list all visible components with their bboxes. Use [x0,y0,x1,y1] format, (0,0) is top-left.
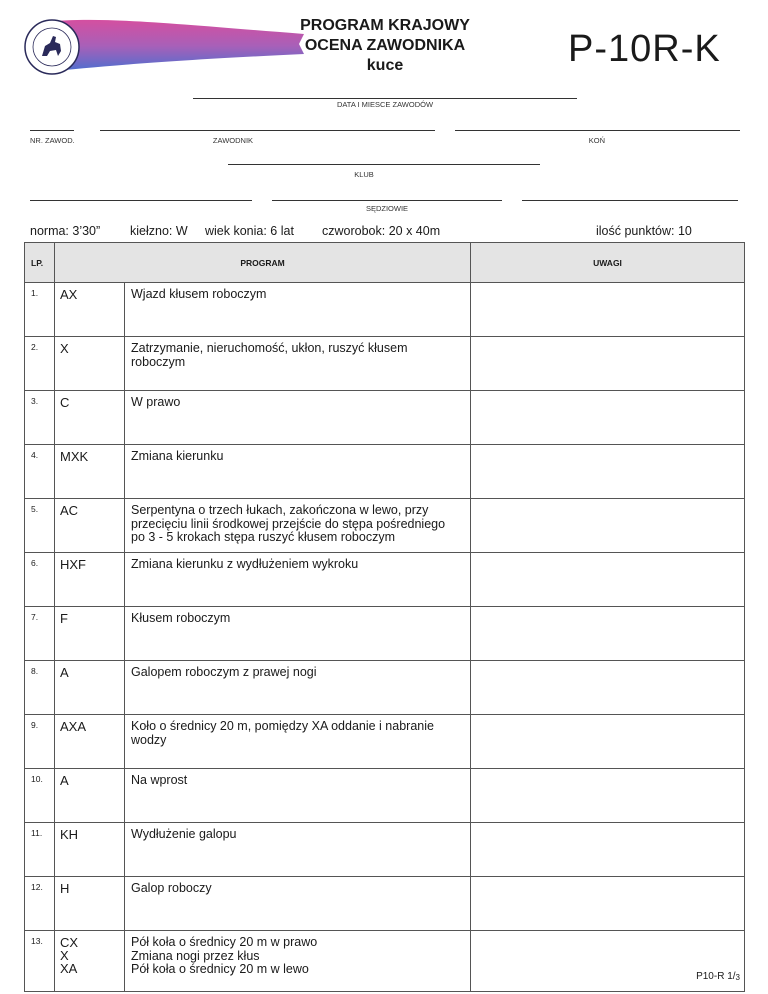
table-row [25,553,745,607]
table-row [25,931,745,992]
row-description: Wjazd kłusem roboczym [125,283,471,337]
row-movement: HXF [55,553,125,607]
lp-header: LP. [25,243,55,283]
row-movement: A [55,769,125,823]
rider-line[interactable] [100,130,435,131]
row-remarks-cell[interactable] [471,445,745,499]
row-description: Zmiana kierunku z wydłużeniem wykroku [125,553,471,607]
table-row [25,823,745,877]
row-description: Serpentyna o trzech łukach, zakończona w lewo, przy przecięciu linii środkowej przejście do stępa pośredniego po 3 - 5 krokach stępa ruszyć kłusem roboczym [125,499,471,553]
row-movement: C [55,391,125,445]
row-number: 3. [25,391,55,445]
points-count: ilość punktów: 10 [596,224,692,238]
remarks-header: UWAGI [471,243,745,283]
row-number: 6. [25,553,55,607]
table-row [25,877,745,931]
row-remarks-cell[interactable] [471,661,745,715]
row-remarks-cell[interactable] [471,877,745,931]
row-remarks-cell[interactable] [471,499,745,553]
page-total: 3 [735,973,740,982]
row-description: Galopem roboczym z prawej nogi [125,661,471,715]
row-remarks-cell[interactable] [471,715,745,769]
row-description: Zmiana kierunku [125,445,471,499]
club-caption: KLUB [354,170,374,179]
row-movement: A [55,661,125,715]
table-row [25,337,745,391]
row-movement: CX X XA [55,931,125,992]
table-row [25,445,745,499]
title-line-1: PROGRAM KRAJOWY [300,17,470,34]
row-movement: X [55,337,125,391]
row-number: 1. [25,283,55,337]
document-code: P-10R-K [568,28,721,70]
club-line[interactable] [228,164,540,165]
row-remarks-cell[interactable] [471,931,745,992]
table-row [25,769,745,823]
row-description: Na wprost [125,769,471,823]
row-number: 11. [25,823,55,877]
table-header-row [25,243,745,283]
row-number: 7. [25,607,55,661]
row-description: Zatrzymanie, nieruchomość, ukłon, ruszyć kłusem roboczym [125,337,471,391]
row-description: Wydłużenie galopu [125,823,471,877]
row-number: 12. [25,877,55,931]
row-remarks-cell[interactable] [471,769,745,823]
row-remarks-cell[interactable] [471,391,745,445]
row-movement: MXK [55,445,125,499]
row-remarks-cell[interactable] [471,283,745,337]
table-row [25,661,745,715]
row-number: 2. [25,337,55,391]
rider-caption: ZAWODNIK [212,136,254,145]
horse-age: wiek konia: 6 lat [205,224,294,238]
page-label: P10-R 1/ [696,971,736,982]
table-row [25,715,745,769]
title-line-2: OCENA ZAWODNIKA [304,37,466,54]
header-title [250,16,520,76]
row-movement: AX [55,283,125,337]
row-movement: KH [55,823,125,877]
program-table [24,242,745,992]
arena-size: czworobok: 20 x 40m [322,224,441,238]
page-number [696,971,740,982]
row-number: 10. [25,769,55,823]
horse-caption: KOŃ [588,136,605,145]
row-description: W prawo [125,391,471,445]
row-number: 13. [25,931,55,992]
row-number: 5. [25,499,55,553]
row-description: Koło o średnicy 20 m, pomiędzy XA oddanie i nabranie wodzy [125,715,471,769]
row-remarks-cell[interactable] [471,823,745,877]
date-place-caption: DATA I MIESCE ZAWODÓW [336,100,434,109]
row-description: Pół koła o średnicy 20 m w prawo Zmiana nogi przez kłus Pół koła o średnicy 20 m w lewo [125,931,471,992]
table-row [25,499,745,553]
row-movement: F [55,607,125,661]
title-line-3: kuce [366,57,404,74]
table-row [25,283,745,337]
row-description: Kłusem roboczym [125,607,471,661]
row-description: Galop roboczy [125,877,471,931]
row-number: 4. [25,445,55,499]
competitor-no-line[interactable] [30,130,74,131]
date-place-line[interactable] [193,98,577,99]
row-movement: AXA [55,715,125,769]
row-movement: H [55,877,125,931]
row-movement: AC [55,499,125,553]
row-number: 9. [25,715,55,769]
judges-caption: SĘDZIOWIE [365,204,409,213]
program-header: PROGRAM [55,243,471,283]
row-remarks-cell[interactable] [471,337,745,391]
norm-time: norma: 3’30” [30,224,101,238]
competitor-no-caption: NR. ZAWOD. [30,136,75,145]
row-remarks-cell[interactable] [471,607,745,661]
horse-line[interactable] [455,130,740,131]
judge-line-3[interactable] [522,200,738,201]
row-remarks-cell[interactable] [471,553,745,607]
judge-line-2[interactable] [272,200,502,201]
judge-line-1[interactable] [30,200,252,201]
bit-type: kiełzno: W [130,224,188,238]
row-number: 8. [25,661,55,715]
table-row [25,607,745,661]
table-row [25,391,745,445]
